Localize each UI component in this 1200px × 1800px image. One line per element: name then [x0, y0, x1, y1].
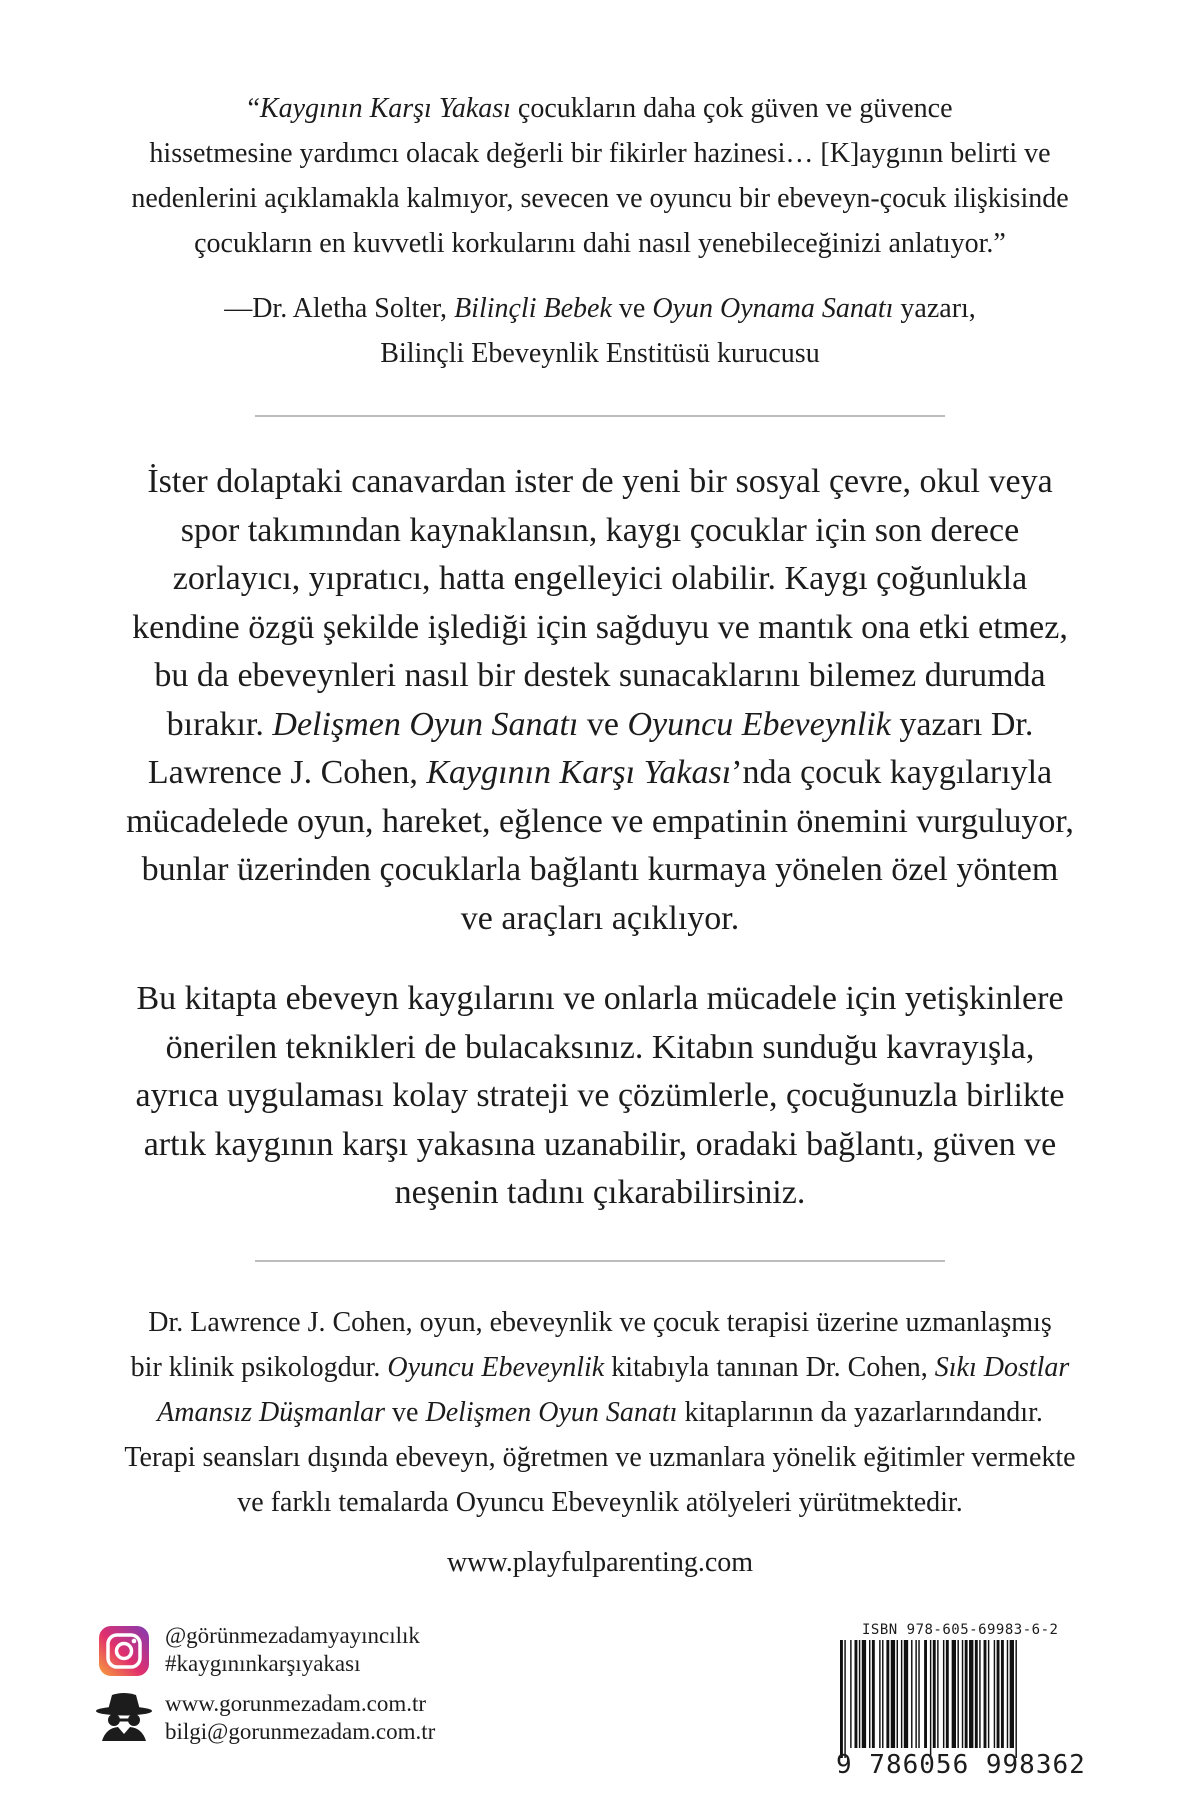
italic-title: Oyun Oynama Sanatı	[652, 293, 894, 324]
text-line	[100, 286, 1100, 331]
text-run: ve araçları açıklıyor.	[460, 899, 740, 937]
text-line	[100, 131, 1100, 176]
review-quote	[100, 86, 1100, 266]
text-run: kitabıyla tanınan Dr. Cohen,	[604, 1352, 935, 1383]
description-paragraph-2	[100, 975, 1100, 1218]
text-run: Lawrence J. Cohen,	[147, 754, 427, 791]
instagram-icon	[98, 1625, 150, 1677]
text-line	[100, 975, 1100, 1024]
text-run: çocukların daha çok güven ve güvence	[510, 93, 953, 124]
italic-title: Oyuncu Ebeveynlik	[627, 705, 891, 743]
text-run: artık kaygının karşı yakasına uzanabilir, oradaki bağlantı, güven ve	[143, 1125, 1057, 1163]
text-line	[100, 846, 1100, 895]
publisher-website[interactable]: www.gorunmezadam.com.tr	[165, 1691, 427, 1716]
text-line	[100, 1024, 1100, 1073]
text-line	[100, 555, 1100, 604]
text-line	[100, 604, 1100, 653]
author-website: www.playfulparenting.com	[446, 1547, 754, 1578]
text-run: Terapi seansları dışında ebeveyn, öğretmen ve uzmanlara yönelik eğitimler vermekte	[124, 1442, 1076, 1473]
text-run: “	[247, 93, 260, 124]
text-run: bırakır.	[166, 705, 273, 743]
italic-title: Sıkı Dostlar	[934, 1352, 1070, 1383]
italic-title: Delişmen Oyun Sanatı	[272, 705, 579, 743]
description-paragraph-1	[100, 458, 1100, 943]
text-line	[100, 652, 1100, 701]
italic-title: Amansız Düşmanlar	[157, 1397, 386, 1428]
text-line	[90, 1480, 1110, 1525]
text-run: kendine özgü şekilde işlediği için sağduyu ve mantık ona etki etmez,	[132, 608, 1068, 646]
text-run: Bu kitapta ebeveyn kaygılarını ve onlarla mücadele için yetişkinlere	[136, 980, 1064, 1017]
text-line	[100, 86, 1100, 131]
text-line	[100, 507, 1100, 556]
text-run: ve	[611, 293, 653, 324]
text-line	[90, 1390, 1110, 1435]
instagram-handle[interactable]: @görünmezadamyayıncılık	[165, 1623, 420, 1648]
text-run: kitaplarının da yazarlarındandır.	[677, 1397, 1043, 1428]
text-run: spor takımından kaynaklansın, kaygı çocuklar için son derece	[180, 511, 1020, 549]
text-run: hissetmesine yardımcı olacak değerli bir fikirler hazinesi… [K]aygının belirti ve	[149, 138, 1051, 169]
quote-attribution	[100, 286, 1100, 376]
text-run: mücadelede oyun, hareket, eğlence ve empatinin önemini vurguluyor,	[126, 802, 1074, 840]
text-run: çocukların en kuvvetli korkularını dahi nasıl yenebileceğinizi anlatıyor.”	[194, 228, 1006, 259]
text-line	[100, 458, 1100, 507]
italic-title: Kaygının Karşı Yakası	[426, 754, 732, 791]
divider-top	[255, 415, 945, 417]
text-line	[100, 1072, 1100, 1121]
text-run: ve	[385, 1397, 426, 1428]
text-line	[100, 1169, 1100, 1218]
text-run: ve farklı temalarda Oyuncu Ebeveynlik atölyeleri yürütmektedir.	[237, 1487, 963, 1518]
text-run: ’nda çocuk kaygılarıyla	[731, 754, 1053, 791]
text-line	[100, 895, 1100, 944]
text-run: —Dr. Aletha Solter,	[224, 293, 455, 324]
text-run: yazarı Dr.	[890, 705, 1034, 743]
text-run: önerilen teknikleri de bulacaksınız. Kitabın sunduğu kavrayışla,	[165, 1028, 1035, 1066]
text-run: ve	[578, 705, 628, 743]
text-run: nedenlerini açıklamakla kalmıyor, sevecen ve oyuncu bir ebeveyn-çocuk ilişkisinde	[131, 183, 1069, 214]
text-line	[90, 1435, 1110, 1480]
author-bio	[90, 1300, 1110, 1525]
publisher-contact	[165, 1690, 435, 1746]
divider-bottom	[255, 1260, 945, 1262]
text-run: neşenin tadını çıkarabilirsiniz.	[394, 1174, 806, 1211]
text-line	[100, 701, 1100, 750]
text-line	[100, 221, 1100, 266]
italic-title: Bilinçli Bebek	[454, 293, 612, 324]
text-run: zorlayıcı, yıpratıcı, hatta engelleyici olabilir. Kaygı çoğunlukla	[172, 560, 1028, 597]
text-run: bu da ebeveynleri nasıl bir destek sunacaklarını bilemez durumda	[154, 657, 1046, 694]
text-line	[100, 331, 1100, 376]
text-run: İster dolaptaki canavardan ister de yeni bir sosyal çevre, okul veya	[147, 463, 1053, 500]
italic-title: Oyuncu Ebeveynlik	[387, 1352, 605, 1383]
publisher-email[interactable]: bilgi@gorunmezadam.com.tr	[165, 1719, 436, 1744]
spy-logo-icon	[94, 1690, 154, 1742]
text-line	[90, 1345, 1110, 1390]
text-run: Bilinçli Ebeveynlik Enstitüsü kurucusu	[380, 338, 820, 369]
hashtag: #kaygınınkarşıyakası	[165, 1651, 361, 1676]
italic-title: Kaygının Karşı Yakası	[259, 93, 511, 124]
text-run: ayrıca uygulaması kolay strateji ve çözümlerle, çocuğunuzla birlikte	[135, 1077, 1065, 1114]
text-run: Dr. Lawrence J. Cohen, oyun, ebeveynlik ve çocuk terapisi üzerine uzmanlaşmış	[148, 1307, 1052, 1338]
isbn-digits: 9 786056 998362	[836, 1750, 1086, 1780]
text-run: bir klinik psikologdur.	[130, 1352, 388, 1383]
text-line	[100, 749, 1100, 798]
social-info	[165, 1622, 420, 1678]
isbn-label: ISBN 978-605-69983-6-2	[862, 1622, 1059, 1638]
text-line	[90, 1300, 1110, 1345]
text-run: bunlar üzerinden çocuklarla bağlantı kurmaya yönelen özel yöntem	[141, 851, 1059, 888]
text-run: yazarı,	[893, 293, 976, 324]
text-line	[100, 1121, 1100, 1170]
text-line	[100, 176, 1100, 221]
italic-title: Delişmen Oyun Sanatı	[425, 1397, 678, 1428]
text-line	[100, 798, 1100, 847]
